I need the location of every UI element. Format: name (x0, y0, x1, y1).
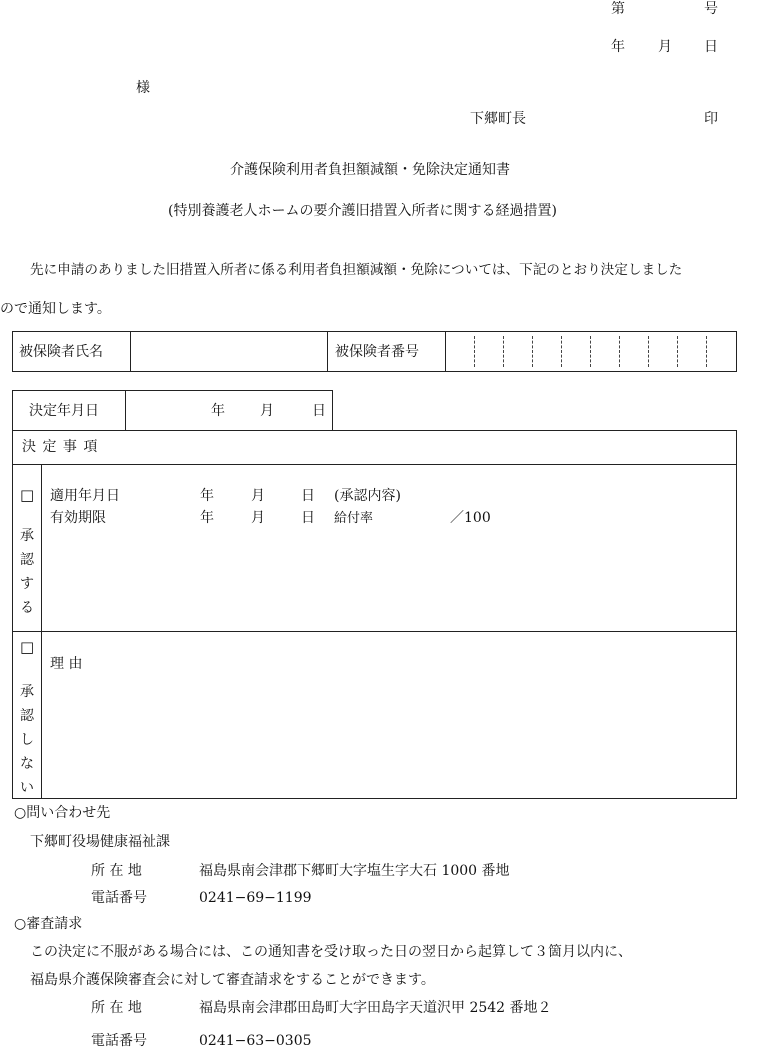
vertical-char: 承 (20, 684, 34, 700)
insured-number-field[interactable] (446, 332, 736, 371)
review-line-2: 福島県介護保険審査会に対して審査請求をすることができます。 (30, 972, 435, 988)
decision-matters-label: 決 定 事 項 (22, 439, 99, 455)
decision-date-day: 日 (312, 403, 326, 419)
review-heading: ○審査請求 (14, 916, 83, 932)
reject-vertical-label (18, 680, 36, 800)
contact-phone: 0241−69−1199 (199, 890, 312, 906)
decision-date-year: 年 (211, 403, 225, 419)
benefit-rate-label: 給付率 (334, 511, 374, 526)
vertical-char: す (20, 576, 34, 592)
document-subtitle: (特別養護老人ホームの要介護旧措置入所者に関する経過措置) (168, 203, 557, 219)
decision-date-month: 月 (260, 403, 274, 419)
approve-checkbox[interactable]: □ (20, 486, 35, 504)
valid-period-label: 有効期限 (50, 510, 106, 526)
insured-name-field[interactable] (131, 332, 326, 371)
vertical-char: な (20, 756, 34, 772)
approve-vertical-label (18, 524, 36, 620)
review-line-1: この決定に不服がある場合には、この通知書を受け取った日の翌日から起算して３箇月以内に、 (30, 944, 632, 960)
digit-separator (619, 336, 620, 367)
vertical-char: 認 (20, 552, 34, 568)
vertical-char: い (20, 780, 34, 796)
digit-separator (474, 336, 475, 367)
reject-checkbox[interactable]: □ (20, 638, 35, 656)
digit-separator (503, 336, 504, 367)
insured-divider-2 (327, 331, 328, 372)
vertical-char: し (20, 732, 34, 748)
vertical-char: る (20, 600, 34, 616)
review-phone: 0241−63−0305 (199, 1033, 312, 1049)
contact-heading: ○問い合わせ先 (14, 805, 111, 821)
vertical-char: 認 (20, 708, 34, 724)
contact-address: 福島県南会津郡下郷町大字塩生字大石 1000 番地 (199, 863, 510, 879)
digit-separator (706, 336, 707, 367)
intro-line-1: 先に申請のありました旧措置入所者に係る利用者負担額減額・免除については、下記のとおり決定しました (30, 262, 683, 278)
digit-separator (677, 336, 678, 367)
number-suffix: 号 (704, 1, 718, 17)
issuer: 下郷町長 (470, 111, 526, 127)
contact-address-label: 所 在 地 (91, 863, 142, 879)
apply-date-year: 年 (200, 488, 214, 504)
header-date-day: 日 (704, 39, 718, 55)
insured-name-label: 被保険者氏名 (19, 344, 103, 360)
digit-separator (561, 336, 562, 367)
decision-date-label: 決定年月日 (29, 403, 99, 419)
digit-separator (532, 336, 533, 367)
valid-period-year: 年 (200, 510, 214, 526)
apply-date-month: 月 (251, 488, 265, 504)
benefit-rate-value: ／100 (450, 510, 491, 526)
contact-office: 下郷町役場健康福祉課 (30, 834, 170, 850)
reject-reason-label: 理 由 (50, 656, 83, 672)
number-prefix: 第 (611, 1, 625, 17)
insured-number-label: 被保険者番号 (335, 344, 419, 360)
addressee-suffix: 様 (136, 80, 150, 96)
approve-reject-divider (12, 631, 737, 632)
apply-date-label: 適用年月日 (50, 488, 120, 504)
intro-line-2: ので通知します。 (0, 301, 111, 317)
digit-separator (590, 336, 591, 367)
matters-header-divider (12, 464, 737, 465)
decision-matters-table (12, 430, 737, 799)
approval-content-label: (承認内容) (334, 488, 401, 504)
document-title: 介護保険利用者負担額減額・免除決定通知書 (230, 162, 510, 178)
header-date-month: 月 (658, 39, 672, 55)
header-date-year: 年 (611, 39, 625, 55)
decision-date-field[interactable] (126, 391, 332, 430)
contact-phone-label: 電話番号 (91, 890, 147, 906)
vertical-char: 承 (20, 528, 34, 544)
digit-separator (648, 336, 649, 367)
seal-mark: 印 (704, 111, 718, 127)
review-address-label: 所 在 地 (91, 1000, 142, 1016)
valid-period-month: 月 (251, 510, 265, 526)
valid-period-day: 日 (301, 510, 315, 526)
review-phone-label: 電話番号 (91, 1033, 147, 1049)
apply-date-day: 日 (301, 488, 315, 504)
review-address: 福島県南会津郡田島町大字田島字天道沢甲 2542 番地２ (199, 1000, 552, 1016)
vertical-label-divider (41, 464, 42, 799)
